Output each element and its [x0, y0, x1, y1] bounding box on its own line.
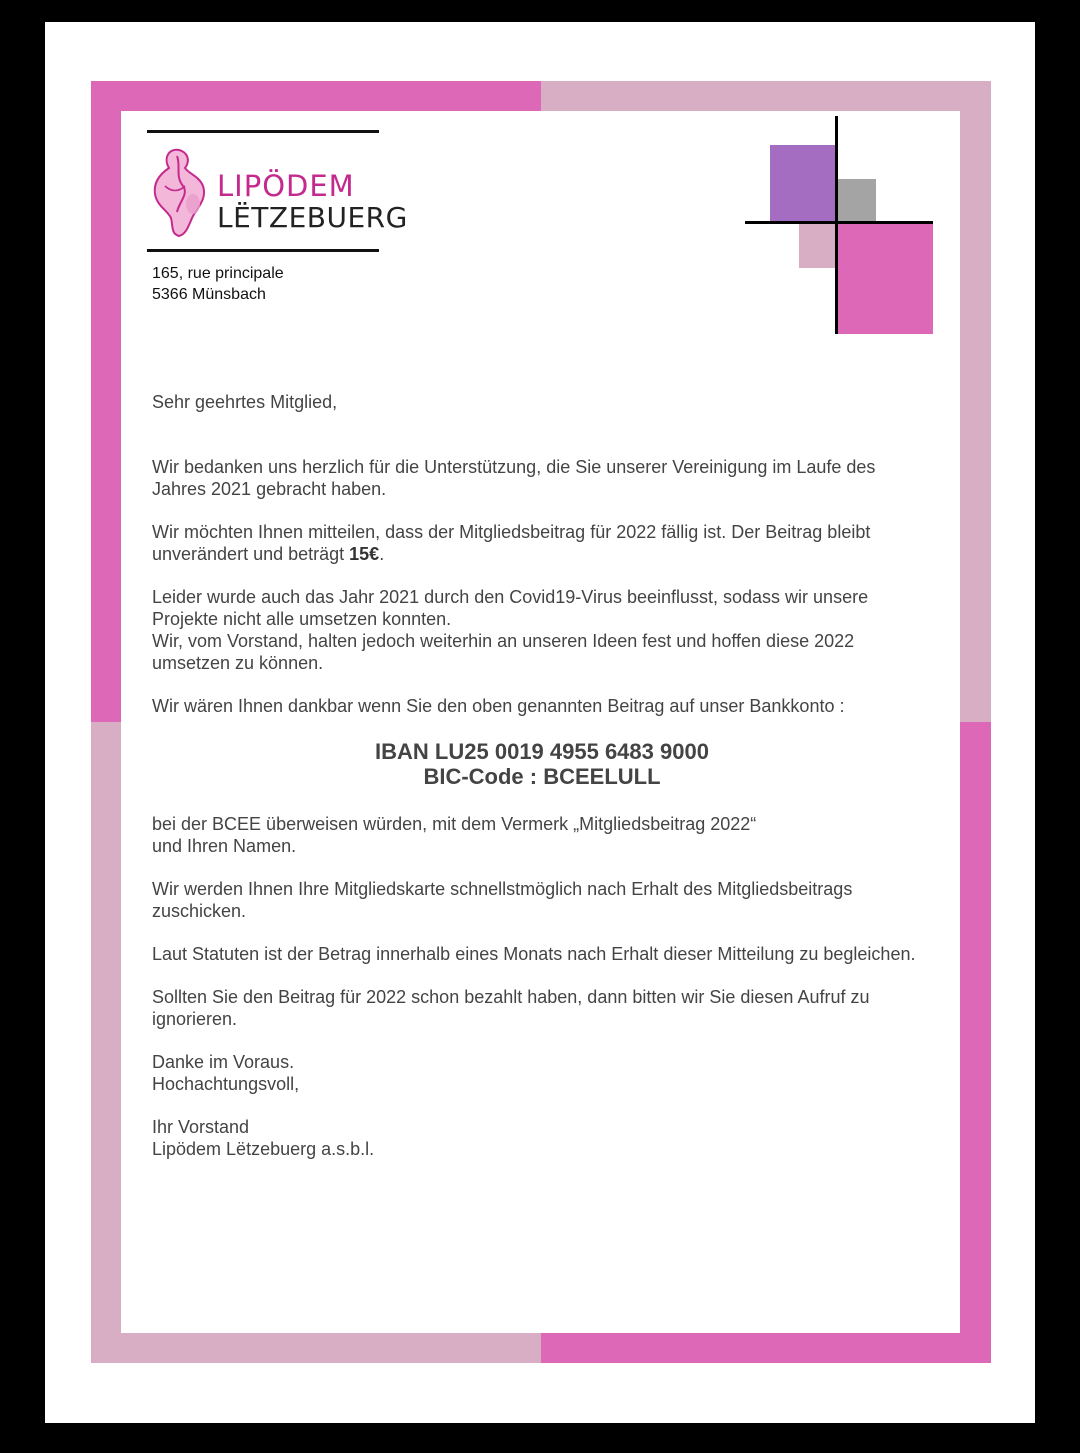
paragraph-transfer-name: und Ihren Namen.	[152, 836, 297, 856]
paragraph-transfer: bei der BCEE überweisen würden, mit dem Vermerk „Mitgliedsbeitrag 2022“	[152, 814, 757, 834]
iban: IBAN LU25 0019 4955 6483 9000	[375, 739, 709, 764]
address-city: 5366 Münsbach	[152, 286, 266, 303]
decorative-squares	[745, 116, 935, 336]
letter-sheet	[45, 22, 1035, 1423]
logo	[147, 130, 408, 254]
fee-amount: 15€	[349, 544, 380, 564]
deco-square-grey	[837, 179, 876, 223]
letter-body	[152, 391, 932, 1160]
bic-code: BIC-Code : BCEELULL	[423, 764, 661, 789]
paragraph-already-paid: Sollten Sie den Beitrag für 2022 schon bezahlt haben, dann bitten wir Sie diesen Aufruf zu ignorieren.	[152, 987, 870, 1029]
closing-thanks: Danke im Voraus.	[152, 1052, 295, 1072]
paragraph-membership-card: Wir werden Ihnen Ihre Mitgliedskarte schnellstmöglich nach Erhalt des Mitgliedsbeitrags zuschicken.	[152, 879, 853, 921]
paragraph-bank-request: Wir wären Ihnen dankbar wenn Sie den oben genannten Beitrag auf unser Bankkonto :	[152, 696, 845, 716]
logo-bottom-rule	[147, 249, 379, 252]
paragraph-board: Wir, vom Vorstand, halten jedoch weiterhin an unseren Ideen fest und hoffen diese 2022 umsetzen zu können.	[152, 631, 855, 673]
paragraph-thanks: Wir bedanken uns herzlich für die Unterstützung, die Sie unserer Vereinigung im Laufe des Jahres 2021 gebracht haben.	[152, 457, 876, 499]
fee-text: Wir möchten Ihnen mitteilen, dass der Mitgliedsbeitrag für 2022 fällig ist. Der Beitrag bleibt unverändert und beträgt	[152, 522, 871, 564]
paragraph-covid: Leider wurde auch das Jahr 2021 durch den Covid19-Virus beeinflusst, sodass wir unsere Projekte nicht alle umsetzen konnten.	[152, 587, 869, 629]
deco-square-purple	[770, 145, 837, 223]
deco-square-light-pink	[799, 223, 837, 268]
lipoedem-figure-icon	[149, 146, 211, 238]
deco-vertical-line	[835, 116, 838, 334]
sender-address	[152, 263, 284, 305]
logo-top-rule	[147, 130, 379, 133]
deco-square-pink	[837, 223, 933, 334]
signature-association: Lipödem Lëtzebuerg a.s.b.l.	[152, 1139, 375, 1159]
logo-line-2: LËTZEBUERG	[217, 201, 408, 234]
greeting: Sehr geehrtes Mitglied,	[152, 392, 338, 412]
fee-text-end: .	[379, 544, 385, 564]
paragraph-statutes: Laut Statuten ist der Betrag innerhalb eines Monats nach Erhalt dieser Mitteilung zu begleichen.	[152, 944, 916, 964]
signature-board: Ihr Vorstand	[152, 1117, 250, 1137]
bank-details	[152, 739, 932, 789]
deco-horizontal-line	[745, 221, 933, 224]
logo-line-1: LIPÖDEM	[217, 169, 355, 203]
paragraph-fee	[152, 521, 932, 565]
closing-regards: Hochachtungsvoll,	[152, 1074, 300, 1094]
address-street: 165, rue principale	[152, 265, 284, 282]
